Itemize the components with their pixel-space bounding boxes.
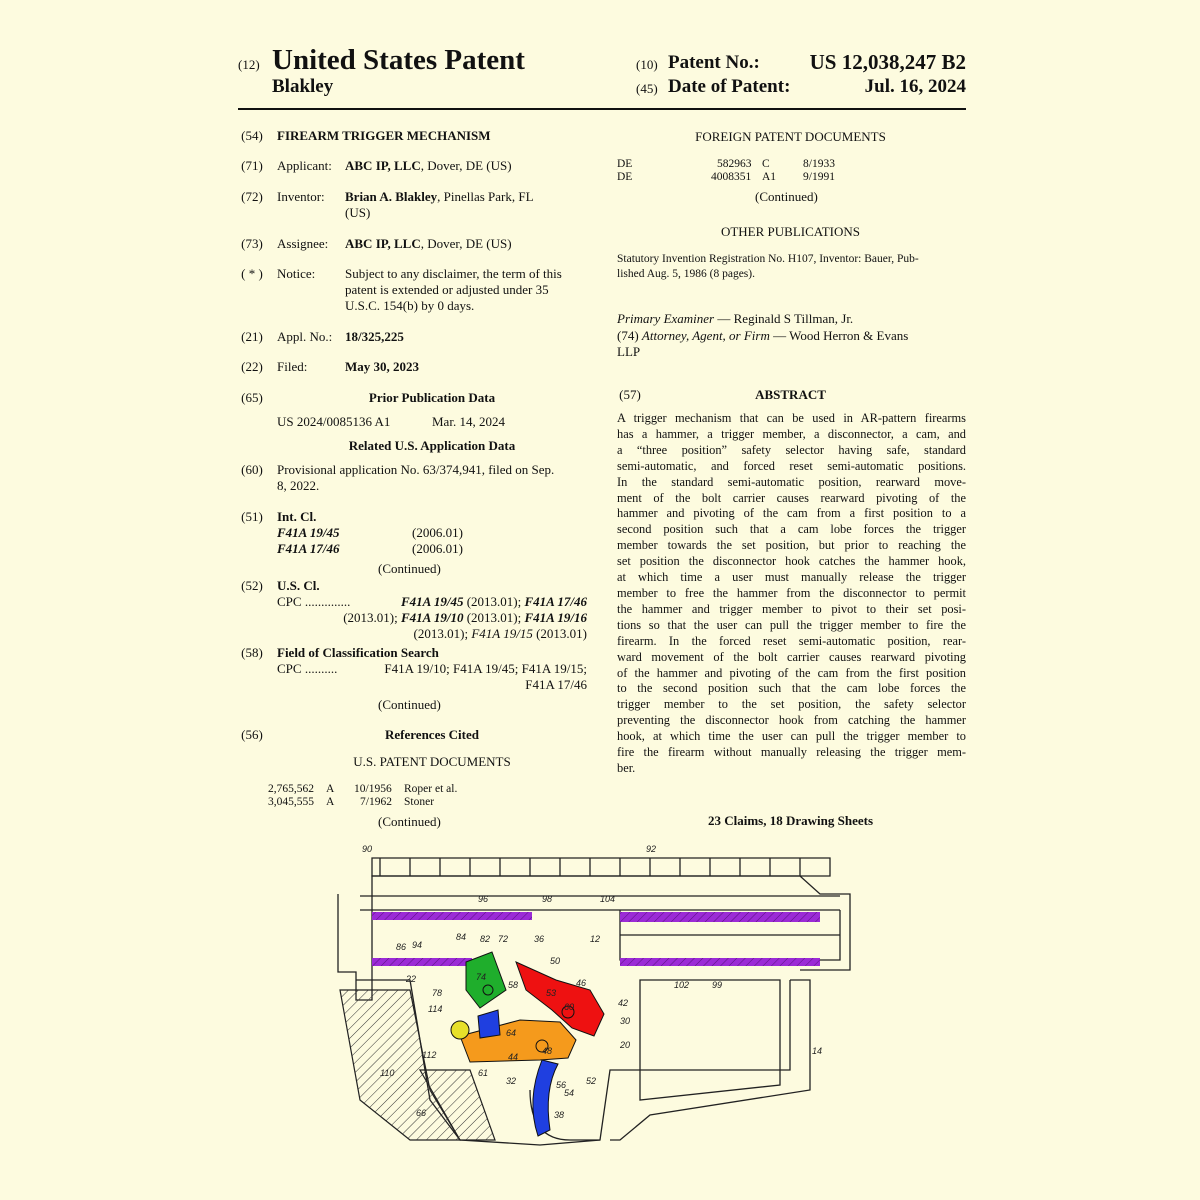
appl-no-label: Appl. No.: — [277, 329, 333, 344]
abstract-text — [617, 411, 966, 777]
date-label: Date of Patent: — [668, 76, 791, 97]
applicant-value: ABC IP, LLC, Dover, DE (US) — [345, 158, 512, 173]
reference-numeral: 99 — [712, 980, 723, 990]
abstract-line: the hammer and trigger member to pivot to their set posi- — [617, 601, 966, 616]
patent-number: US 12,038,247 B2 — [809, 50, 966, 74]
purple-bolt-top — [620, 912, 820, 922]
reference-numeral: 110 — [380, 1068, 395, 1078]
notice-line-2: patent is extended or adjusted under 35 — [345, 282, 549, 297]
code-21: (21) — [241, 329, 263, 344]
abstract-line: ber. — [617, 760, 636, 775]
abstract-line: semi-automatic, and forced reset semi-automatic positions. — [617, 458, 966, 473]
reference-numeral: 30 — [620, 1016, 631, 1026]
reference-numeral: 20 — [620, 1040, 631, 1050]
patent-type-title: United States Patent — [272, 44, 525, 76]
code-56: (56) — [241, 727, 263, 742]
code-65: (65) — [241, 390, 263, 405]
foreign-docs-list — [617, 158, 877, 184]
header-rule — [238, 108, 966, 110]
foreign-continued: (Continued) — [755, 189, 818, 204]
related-heading: Related U.S. Application Data — [348, 438, 516, 453]
assignee-label: Assignee: — [277, 236, 329, 251]
cpc-line-2: (2013.01); F41A 19/10 (2013.01); F41A 19/16 — [343, 610, 587, 625]
provisional-line-2: 8, 2022. — [277, 478, 320, 493]
abstract-line: a “three position” safety selector having safe, standard — [617, 442, 966, 457]
code-51: (51) — [241, 509, 263, 524]
foreign-doc-row: DE 4008351 A1 9/1991 — [617, 171, 835, 183]
filed-value: May 30, 2023 — [345, 359, 420, 374]
field-line-1: F41A 19/10; F41A 19/45; F41A 19/15; — [384, 661, 587, 676]
purple-part-upper — [372, 912, 532, 920]
code-notice: ( * ) — [241, 266, 263, 281]
field-cpc-label: CPC .......... — [277, 661, 338, 676]
notice-line-1: Subject to any disclaimer, the term of this — [345, 266, 562, 281]
attorney-line-2: LLP — [617, 344, 641, 359]
int-cl-1-date: (2006.01) — [412, 525, 463, 540]
code-52: (52) — [241, 578, 263, 593]
cpc-line-1: CPC .............. — [277, 594, 351, 609]
reference-numeral: 78 — [432, 988, 443, 998]
reference-numeral: 56 — [556, 1080, 567, 1090]
reference-numeral: 112 — [422, 1050, 437, 1060]
provisional-line-1: Provisional application No. 63/374,941, filed on Sep. — [277, 462, 555, 477]
notice-line-3: U.S.C. 154(b) by 0 days. — [345, 298, 475, 313]
code-71: (71) — [241, 158, 263, 173]
field-search-label: Field of Classification Search — [277, 645, 439, 660]
abstract-line: set position the disconnector hook catches the hammer hook, — [617, 554, 966, 569]
abstract-line: firearm. In the forced reset semi-automatic position, rear- — [617, 633, 966, 648]
abstract-line: to the second position such that the cam lobe forces the — [617, 681, 966, 696]
reference-numeral: 50 — [550, 956, 561, 966]
abstract-line: fire the firearm without manually releasing the trigger mem- — [617, 745, 966, 760]
reference-numeral: 64 — [506, 1028, 517, 1038]
abstract-heading: ABSTRACT — [755, 387, 826, 402]
reference-numeral: 61 — [478, 1068, 489, 1078]
reference-numeral: 42 — [618, 998, 629, 1008]
reference-numeral: 82 — [480, 934, 491, 944]
reference-numeral: 72 — [498, 934, 509, 944]
code-57: (57) — [619, 387, 641, 402]
int-cl-2-date: (2006.01) — [412, 541, 463, 556]
other-pub-line-2: lished Aug. 5, 1986 (8 pages). — [617, 268, 755, 280]
primary-examiner: Primary Examiner — Reginald S Tillman, Jr. — [617, 311, 854, 326]
blue-cam-top — [478, 1010, 500, 1038]
foreign-docs-heading: FOREIGN PATENT DOCUMENTS — [695, 129, 886, 144]
us-docs-continued: (Continued) — [378, 814, 441, 829]
us-patent-docs-heading: U.S. PATENT DOCUMENTS — [353, 754, 511, 769]
abstract-line: member towards the set position, but prior to reaching the — [617, 538, 966, 553]
abstract-line: preventing the disconnector hook from catching the hammer — [617, 713, 966, 728]
abstract-line: tions so that the user can pull the trigger member to fire the — [617, 617, 966, 632]
reference-numeral: 14 — [812, 1046, 823, 1056]
code-12: (12) — [238, 57, 260, 72]
abstract-line: at which time a user must manually release the trigger — [617, 570, 966, 585]
reference-numeral: 60 — [564, 1002, 575, 1012]
abstract-line: ment of the bolt carrier causes rearward pivoting of the — [617, 490, 966, 505]
abstract-line: In the standard semi-automatic position, rearward move- — [617, 474, 966, 489]
reference-numeral: 36 — [534, 934, 545, 944]
inventor-surname: Blakley — [272, 76, 334, 97]
int-cl-2: F41A 17/46 — [277, 541, 340, 556]
reference-numeral: 74 — [476, 972, 487, 982]
inventor-value: Brian A. Blakley, Pinellas Park, FL — [345, 189, 534, 204]
us-doc-row: 2,765,562 A 10/1956 Roper et al. — [268, 783, 458, 795]
filed-label: Filed: — [277, 359, 308, 374]
prior-pub-number: US 2024/0085136 A1 — [277, 414, 391, 429]
yellow-pin — [451, 1021, 469, 1039]
reference-numeral: 66 — [416, 1108, 427, 1118]
reference-numeral: 104 — [600, 894, 616, 904]
notice-label: Notice: — [277, 266, 316, 281]
abstract-line: has a hammer, a trigger member, a disconnector, a cam, and — [617, 426, 966, 441]
reference-numeral: 98 — [542, 894, 553, 904]
upper-rail — [372, 858, 830, 876]
reference-numeral: 44 — [508, 1052, 519, 1062]
abstract-line: hammer and pivoting of the cam from a first position to a — [617, 506, 966, 521]
code-54: (54) — [241, 128, 263, 143]
reference-numeral: 52 — [586, 1076, 597, 1086]
other-pub-line-1: Statutory Invention Registration No. H107, Inventor: Bauer, Pub- — [617, 253, 919, 265]
code-60: (60) — [241, 462, 263, 477]
reference-numeral: 92 — [646, 844, 657, 854]
reference-numeral: 53 — [546, 988, 557, 998]
reference-numeral: 12 — [590, 934, 601, 944]
reference-numeral: 22 — [406, 974, 417, 984]
reference-numeral: 38 — [554, 1110, 565, 1120]
prior-pub-heading: Prior Publication Data — [368, 390, 496, 405]
claims-summary: 23 Claims, 18 Drawing Sheets — [707, 813, 874, 828]
appl-no-value: 18/325,225 — [345, 329, 404, 344]
reference-numeral: 102 — [674, 980, 690, 990]
attorney-line-1: (74) Attorney, Agent, or Firm — Wood Herron & Evans — [617, 328, 909, 343]
reference-numeral: 84 — [456, 932, 467, 942]
references-heading: References Cited — [385, 727, 479, 742]
abstract-line: second position such that a cam lobe forces the trigger — [617, 522, 966, 537]
foreign-doc-row: DE 582963 C 8/1933 — [617, 158, 835, 170]
abstract-line: of the hammer and pivoting of the cam from the first position — [617, 665, 966, 680]
applicant-label: Applicant: — [277, 158, 332, 173]
other-pubs-heading: OTHER PUBLICATIONS — [720, 224, 861, 239]
cpc-line-1-values: F41A 19/45 (2013.01); F41A 17/46 — [400, 594, 587, 609]
us-doc-row: 3,045,555 A 7/1962 Stoner — [268, 796, 435, 808]
reference-numeral: 90 — [362, 844, 373, 854]
field-continued: (Continued) — [378, 697, 441, 712]
us-patent-docs-list — [268, 783, 508, 809]
code-10: (10) — [636, 57, 658, 72]
abstract-line: trigger member to the set position, the safety selector — [617, 697, 966, 712]
purple-part-lower — [372, 958, 472, 966]
assignee-value: ABC IP, LLC, Dover, DE (US) — [345, 236, 512, 251]
reference-numeral: 96 — [478, 894, 489, 904]
code-22: (22) — [241, 359, 263, 374]
int-cl-1: F41A 19/45 — [277, 525, 340, 540]
code-58: (58) — [241, 645, 263, 660]
int-cl-continued: (Continued) — [378, 561, 441, 576]
inventor-value-line2: (US) — [345, 205, 371, 220]
magazine-well — [640, 980, 780, 1100]
abstract-line: ward movement of the bolt carrier causes rearward pivoting — [617, 649, 966, 664]
reference-numeral: 94 — [412, 940, 423, 950]
int-cl-label: Int. Cl. — [277, 509, 317, 524]
code-73: (73) — [241, 236, 263, 251]
reference-numeral: 46 — [576, 978, 587, 988]
code-72: (72) — [241, 189, 263, 204]
patent-drawing — [320, 840, 880, 1160]
prior-pub-date: Mar. 14, 2024 — [432, 414, 505, 429]
reference-numeral: 32 — [506, 1076, 517, 1086]
patent-no-label: Patent No.: — [668, 52, 760, 73]
inventor-label: Inventor: — [277, 189, 325, 204]
abstract-line: member to free the hammer from the disconnector to permit — [617, 585, 966, 600]
reference-numeral: 58 — [508, 980, 519, 990]
reference-numeral: 86 — [396, 942, 407, 952]
code-45: (45) — [636, 81, 658, 96]
us-cl-label: U.S. Cl. — [277, 578, 320, 593]
invention-title: FIREARM TRIGGER MECHANISM — [277, 128, 491, 143]
cpc-line-3: (2013.01); F41A 19/15 (2013.01) — [413, 626, 587, 641]
reference-numeral: 54 — [564, 1088, 575, 1098]
reference-numeral: 114 — [428, 1004, 443, 1014]
blue-trigger-blade — [533, 1060, 558, 1136]
reference-numeral: 48 — [542, 1046, 553, 1056]
abstract-line: A trigger mechanism that can be used in AR-pattern firearms — [617, 411, 966, 425]
purple-bolt-bottom — [620, 958, 820, 966]
abstract-line: hook, at which time the user can pull the trigger member to — [617, 729, 966, 744]
patent-date: Jul. 16, 2024 — [864, 76, 966, 97]
field-line-2: F41A 17/46 — [525, 677, 587, 692]
